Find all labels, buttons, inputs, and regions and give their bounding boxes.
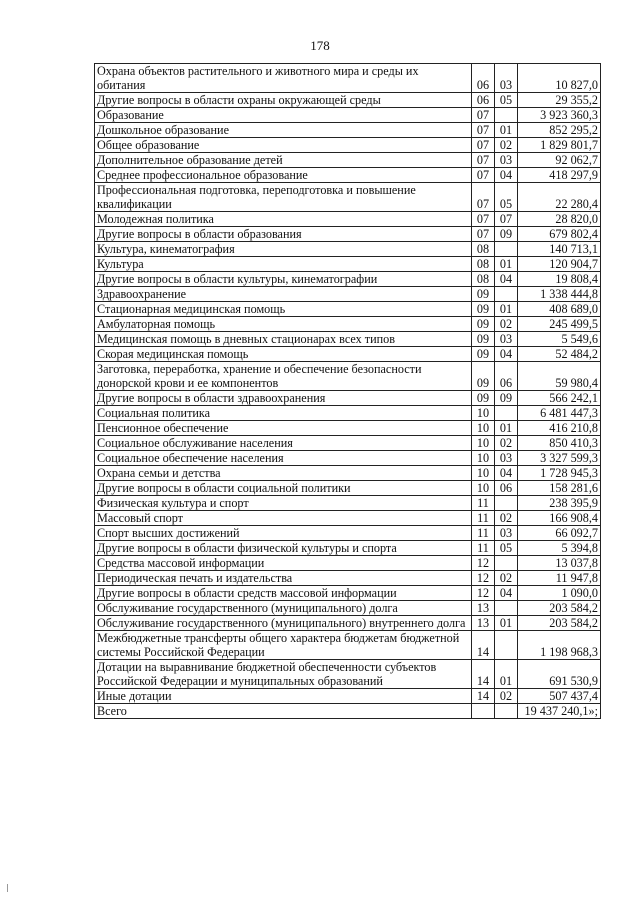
section-code-cell: 09 — [472, 287, 495, 302]
subsection-code-cell: 02 — [495, 138, 518, 153]
amount-cell: 6 481 447,3 — [518, 406, 601, 421]
table-row — [95, 526, 601, 541]
row-name-cell: Образование — [95, 108, 472, 123]
table-row — [95, 541, 601, 556]
table-row — [95, 317, 601, 332]
amount-cell: 3 327 599,3 — [518, 451, 601, 466]
subsection-code-cell: 04 — [495, 272, 518, 287]
section-code-cell: 08 — [472, 257, 495, 272]
amount-cell: 408 689,0 — [518, 302, 601, 317]
budget-table-body — [95, 64, 601, 719]
scan-mark — [7, 884, 8, 892]
section-code-cell: 07 — [472, 168, 495, 183]
row-name-cell: Дотации на выравнивание бюджетной обеспеченности субъектов Российской Федерации и муниципальных образований — [95, 660, 472, 689]
amount-cell: 1 728 945,3 — [518, 466, 601, 481]
amount-cell: 140 713,1 — [518, 242, 601, 257]
amount-cell: 22 280,4 — [518, 183, 601, 212]
section-code-cell: 11 — [472, 511, 495, 526]
amount-cell: 203 584,2 — [518, 601, 601, 616]
row-name-cell: Скорая медицинская помощь — [95, 347, 472, 362]
amount-cell: 11 947,8 — [518, 571, 601, 586]
amount-cell: 158 281,6 — [518, 481, 601, 496]
subsection-code-cell: 02 — [495, 317, 518, 332]
amount-cell: 120 904,7 — [518, 257, 601, 272]
section-code-cell: 14 — [472, 689, 495, 704]
row-name-cell: Другие вопросы в области средств массовой информации — [95, 586, 472, 601]
amount-cell: 29 355,2 — [518, 93, 601, 108]
amount-cell: 416 210,8 — [518, 421, 601, 436]
table-row — [95, 571, 601, 586]
subsection-code-cell: 02 — [495, 511, 518, 526]
section-code-cell: 09 — [472, 362, 495, 391]
table-row — [95, 391, 601, 406]
table-row — [95, 496, 601, 511]
row-name-cell: Заготовка, переработка, хранение и обеспечение безопасности донорской крови и ее компонентов — [95, 362, 472, 391]
subsection-code-cell — [495, 108, 518, 123]
subsection-code-cell — [495, 556, 518, 571]
subsection-code-cell: 01 — [495, 660, 518, 689]
amount-cell: 245 499,5 — [518, 317, 601, 332]
subsection-code-cell: 01 — [495, 257, 518, 272]
page-number: 178 — [310, 38, 330, 53]
row-name-cell: Иные дотации — [95, 689, 472, 704]
subsection-code-cell: 01 — [495, 123, 518, 138]
section-code-cell: 08 — [472, 272, 495, 287]
row-name-cell: Охрана семьи и детства — [95, 466, 472, 481]
table-row — [95, 481, 601, 496]
row-name-cell: Межбюджетные трансферты общего характера бюджетам бюджетной системы Российской Федерации — [95, 631, 472, 660]
table-row — [95, 689, 601, 704]
row-name-cell: Дополнительное образование детей — [95, 153, 472, 168]
row-name-cell: Другие вопросы в области охраны окружающей среды — [95, 93, 472, 108]
amount-cell: 10 827,0 — [518, 64, 601, 93]
amount-cell: 1 338 444,8 — [518, 287, 601, 302]
amount-cell: 203 584,2 — [518, 616, 601, 631]
table-row — [95, 362, 601, 391]
section-code-cell: 10 — [472, 421, 495, 436]
section-code-cell: 07 — [472, 108, 495, 123]
subsection-code-cell — [495, 496, 518, 511]
section-code-cell: 12 — [472, 571, 495, 586]
amount-cell: 850 410,3 — [518, 436, 601, 451]
row-name-cell: Профессиональная подготовка, переподготовка и повышение квалификации — [95, 183, 472, 212]
row-name-cell: Социальное обслуживание населения — [95, 436, 472, 451]
table-row — [95, 212, 601, 227]
amount-cell: 1 090,0 — [518, 586, 601, 601]
table-row — [95, 108, 601, 123]
row-name-cell: Стационарная медицинская помощь — [95, 302, 472, 317]
subsection-code-cell: 03 — [495, 332, 518, 347]
row-name-cell: Дошкольное образование — [95, 123, 472, 138]
row-name-cell: Обслуживание государственного (муниципального) внутреннего долга — [95, 616, 472, 631]
amount-cell: 566 242,1 — [518, 391, 601, 406]
table-row — [95, 272, 601, 287]
subsection-code-cell: 01 — [495, 302, 518, 317]
amount-cell: 1 829 801,7 — [518, 138, 601, 153]
budget-table — [94, 63, 601, 719]
amount-cell: 852 295,2 — [518, 123, 601, 138]
row-name-cell: Средства массовой информации — [95, 556, 472, 571]
table-row — [95, 183, 601, 212]
row-name-cell: Другие вопросы в области образования — [95, 227, 472, 242]
amount-cell: 59 980,4 — [518, 362, 601, 391]
amount-cell: 1 198 968,3 — [518, 631, 601, 660]
amount-cell: 238 395,9 — [518, 496, 601, 511]
amount-cell: 92 062,7 — [518, 153, 601, 168]
row-name-cell: Периодическая печать и издательства — [95, 571, 472, 586]
section-code-cell: 14 — [472, 660, 495, 689]
amount-cell: 19 437 240,1»; — [518, 704, 601, 719]
section-code-cell: 13 — [472, 601, 495, 616]
subsection-code-cell: 03 — [495, 451, 518, 466]
section-code-cell: 09 — [472, 347, 495, 362]
subsection-code-cell: 01 — [495, 616, 518, 631]
row-name-cell: Другие вопросы в области здравоохранения — [95, 391, 472, 406]
amount-cell: 3 923 360,3 — [518, 108, 601, 123]
amount-cell: 52 484,2 — [518, 347, 601, 362]
table-row — [95, 64, 601, 93]
row-name-cell: Медицинская помощь в дневных стационарах всех типов — [95, 332, 472, 347]
table-row — [95, 302, 601, 317]
subsection-code-cell — [495, 287, 518, 302]
row-name-cell: Здравоохранение — [95, 287, 472, 302]
subsection-code-cell: 02 — [495, 689, 518, 704]
table-row — [95, 616, 601, 631]
section-code-cell: 10 — [472, 436, 495, 451]
section-code-cell: 09 — [472, 332, 495, 347]
table-row — [95, 168, 601, 183]
table-row — [95, 421, 601, 436]
table-row — [95, 586, 601, 601]
subsection-code-cell: 07 — [495, 212, 518, 227]
subsection-code-cell: 06 — [495, 362, 518, 391]
table-row — [95, 511, 601, 526]
amount-cell: 28 820,0 — [518, 212, 601, 227]
subsection-code-cell: 02 — [495, 571, 518, 586]
subsection-code-cell: 06 — [495, 481, 518, 496]
row-name-cell: Всего — [95, 704, 472, 719]
amount-cell: 166 908,4 — [518, 511, 601, 526]
section-code-cell: 08 — [472, 242, 495, 257]
table-row — [95, 660, 601, 689]
row-name-cell: Массовый спорт — [95, 511, 472, 526]
amount-cell: 507 437,4 — [518, 689, 601, 704]
section-code-cell: 07 — [472, 227, 495, 242]
subsection-code-cell: 03 — [495, 64, 518, 93]
section-code-cell: 07 — [472, 212, 495, 227]
subsection-code-cell: 04 — [495, 168, 518, 183]
row-name-cell: Охрана объектов растительного и животного мира и среды их обитания — [95, 64, 472, 93]
table-row — [95, 347, 601, 362]
section-code-cell: 07 — [472, 183, 495, 212]
section-code-cell: 07 — [472, 138, 495, 153]
amount-cell: 418 297,9 — [518, 168, 601, 183]
table-row — [95, 436, 601, 451]
subsection-code-cell — [495, 631, 518, 660]
subsection-code-cell: 02 — [495, 436, 518, 451]
table-row — [95, 451, 601, 466]
section-code-cell: 10 — [472, 406, 495, 421]
subsection-code-cell: 04 — [495, 586, 518, 601]
subsection-code-cell: 05 — [495, 93, 518, 108]
subsection-code-cell — [495, 242, 518, 257]
subsection-code-cell: 05 — [495, 183, 518, 212]
row-name-cell: Обслуживание государственного (муниципального) долга — [95, 601, 472, 616]
amount-cell: 5 394,8 — [518, 541, 601, 556]
row-name-cell: Культура, кинематография — [95, 242, 472, 257]
table-row — [95, 242, 601, 257]
amount-cell: 66 092,7 — [518, 526, 601, 541]
section-code-cell: 10 — [472, 466, 495, 481]
total-row — [95, 704, 601, 719]
subsection-code-cell: 09 — [495, 391, 518, 406]
table-row — [95, 93, 601, 108]
section-code-cell: 14 — [472, 631, 495, 660]
section-code-cell: 12 — [472, 586, 495, 601]
subsection-code-cell: 03 — [495, 526, 518, 541]
subsection-code-cell: 09 — [495, 227, 518, 242]
section-code-cell: 10 — [472, 451, 495, 466]
amount-cell: 679 802,4 — [518, 227, 601, 242]
amount-cell: 5 549,6 — [518, 332, 601, 347]
row-name-cell: Пенсионное обеспечение — [95, 421, 472, 436]
table-row — [95, 153, 601, 168]
subsection-code-cell: 03 — [495, 153, 518, 168]
table-row — [95, 138, 601, 153]
row-name-cell: Другие вопросы в области физической культуры и спорта — [95, 541, 472, 556]
subsection-code-cell — [495, 704, 518, 719]
row-name-cell: Общее образование — [95, 138, 472, 153]
subsection-code-cell — [495, 406, 518, 421]
row-name-cell: Другие вопросы в области культуры, кинематографии — [95, 272, 472, 287]
row-name-cell: Молодежная политика — [95, 212, 472, 227]
table-row — [95, 601, 601, 616]
row-name-cell: Физическая культура и спорт — [95, 496, 472, 511]
table-row — [95, 332, 601, 347]
section-code-cell: 07 — [472, 153, 495, 168]
row-name-cell: Другие вопросы в области социальной политики — [95, 481, 472, 496]
amount-cell: 19 808,4 — [518, 272, 601, 287]
section-code-cell: 11 — [472, 496, 495, 511]
section-code-cell: 09 — [472, 391, 495, 406]
section-code-cell: 11 — [472, 541, 495, 556]
section-code-cell: 10 — [472, 481, 495, 496]
section-code-cell: 06 — [472, 64, 495, 93]
row-name-cell: Социальная политика — [95, 406, 472, 421]
section-code-cell: 09 — [472, 317, 495, 332]
section-code-cell: 07 — [472, 123, 495, 138]
table-row — [95, 257, 601, 272]
subsection-code-cell — [495, 601, 518, 616]
table-row — [95, 406, 601, 421]
amount-cell: 691 530,9 — [518, 660, 601, 689]
table-row — [95, 123, 601, 138]
section-code-cell — [472, 704, 495, 719]
subsection-code-cell: 04 — [495, 466, 518, 481]
row-name-cell: Социальное обеспечение населения — [95, 451, 472, 466]
table-row — [95, 556, 601, 571]
section-code-cell: 11 — [472, 526, 495, 541]
row-name-cell: Спорт высших достижений — [95, 526, 472, 541]
subsection-code-cell: 01 — [495, 421, 518, 436]
row-name-cell: Амбулаторная помощь — [95, 317, 472, 332]
row-name-cell: Культура — [95, 257, 472, 272]
table-row — [95, 631, 601, 660]
section-code-cell: 12 — [472, 556, 495, 571]
section-code-cell: 06 — [472, 93, 495, 108]
table-row — [95, 466, 601, 481]
section-code-cell: 09 — [472, 302, 495, 317]
amount-cell: 13 037,8 — [518, 556, 601, 571]
subsection-code-cell: 04 — [495, 347, 518, 362]
table-row — [95, 287, 601, 302]
section-code-cell: 13 — [472, 616, 495, 631]
table-row — [95, 227, 601, 242]
row-name-cell: Среднее профессиональное образование — [95, 168, 472, 183]
subsection-code-cell: 05 — [495, 541, 518, 556]
